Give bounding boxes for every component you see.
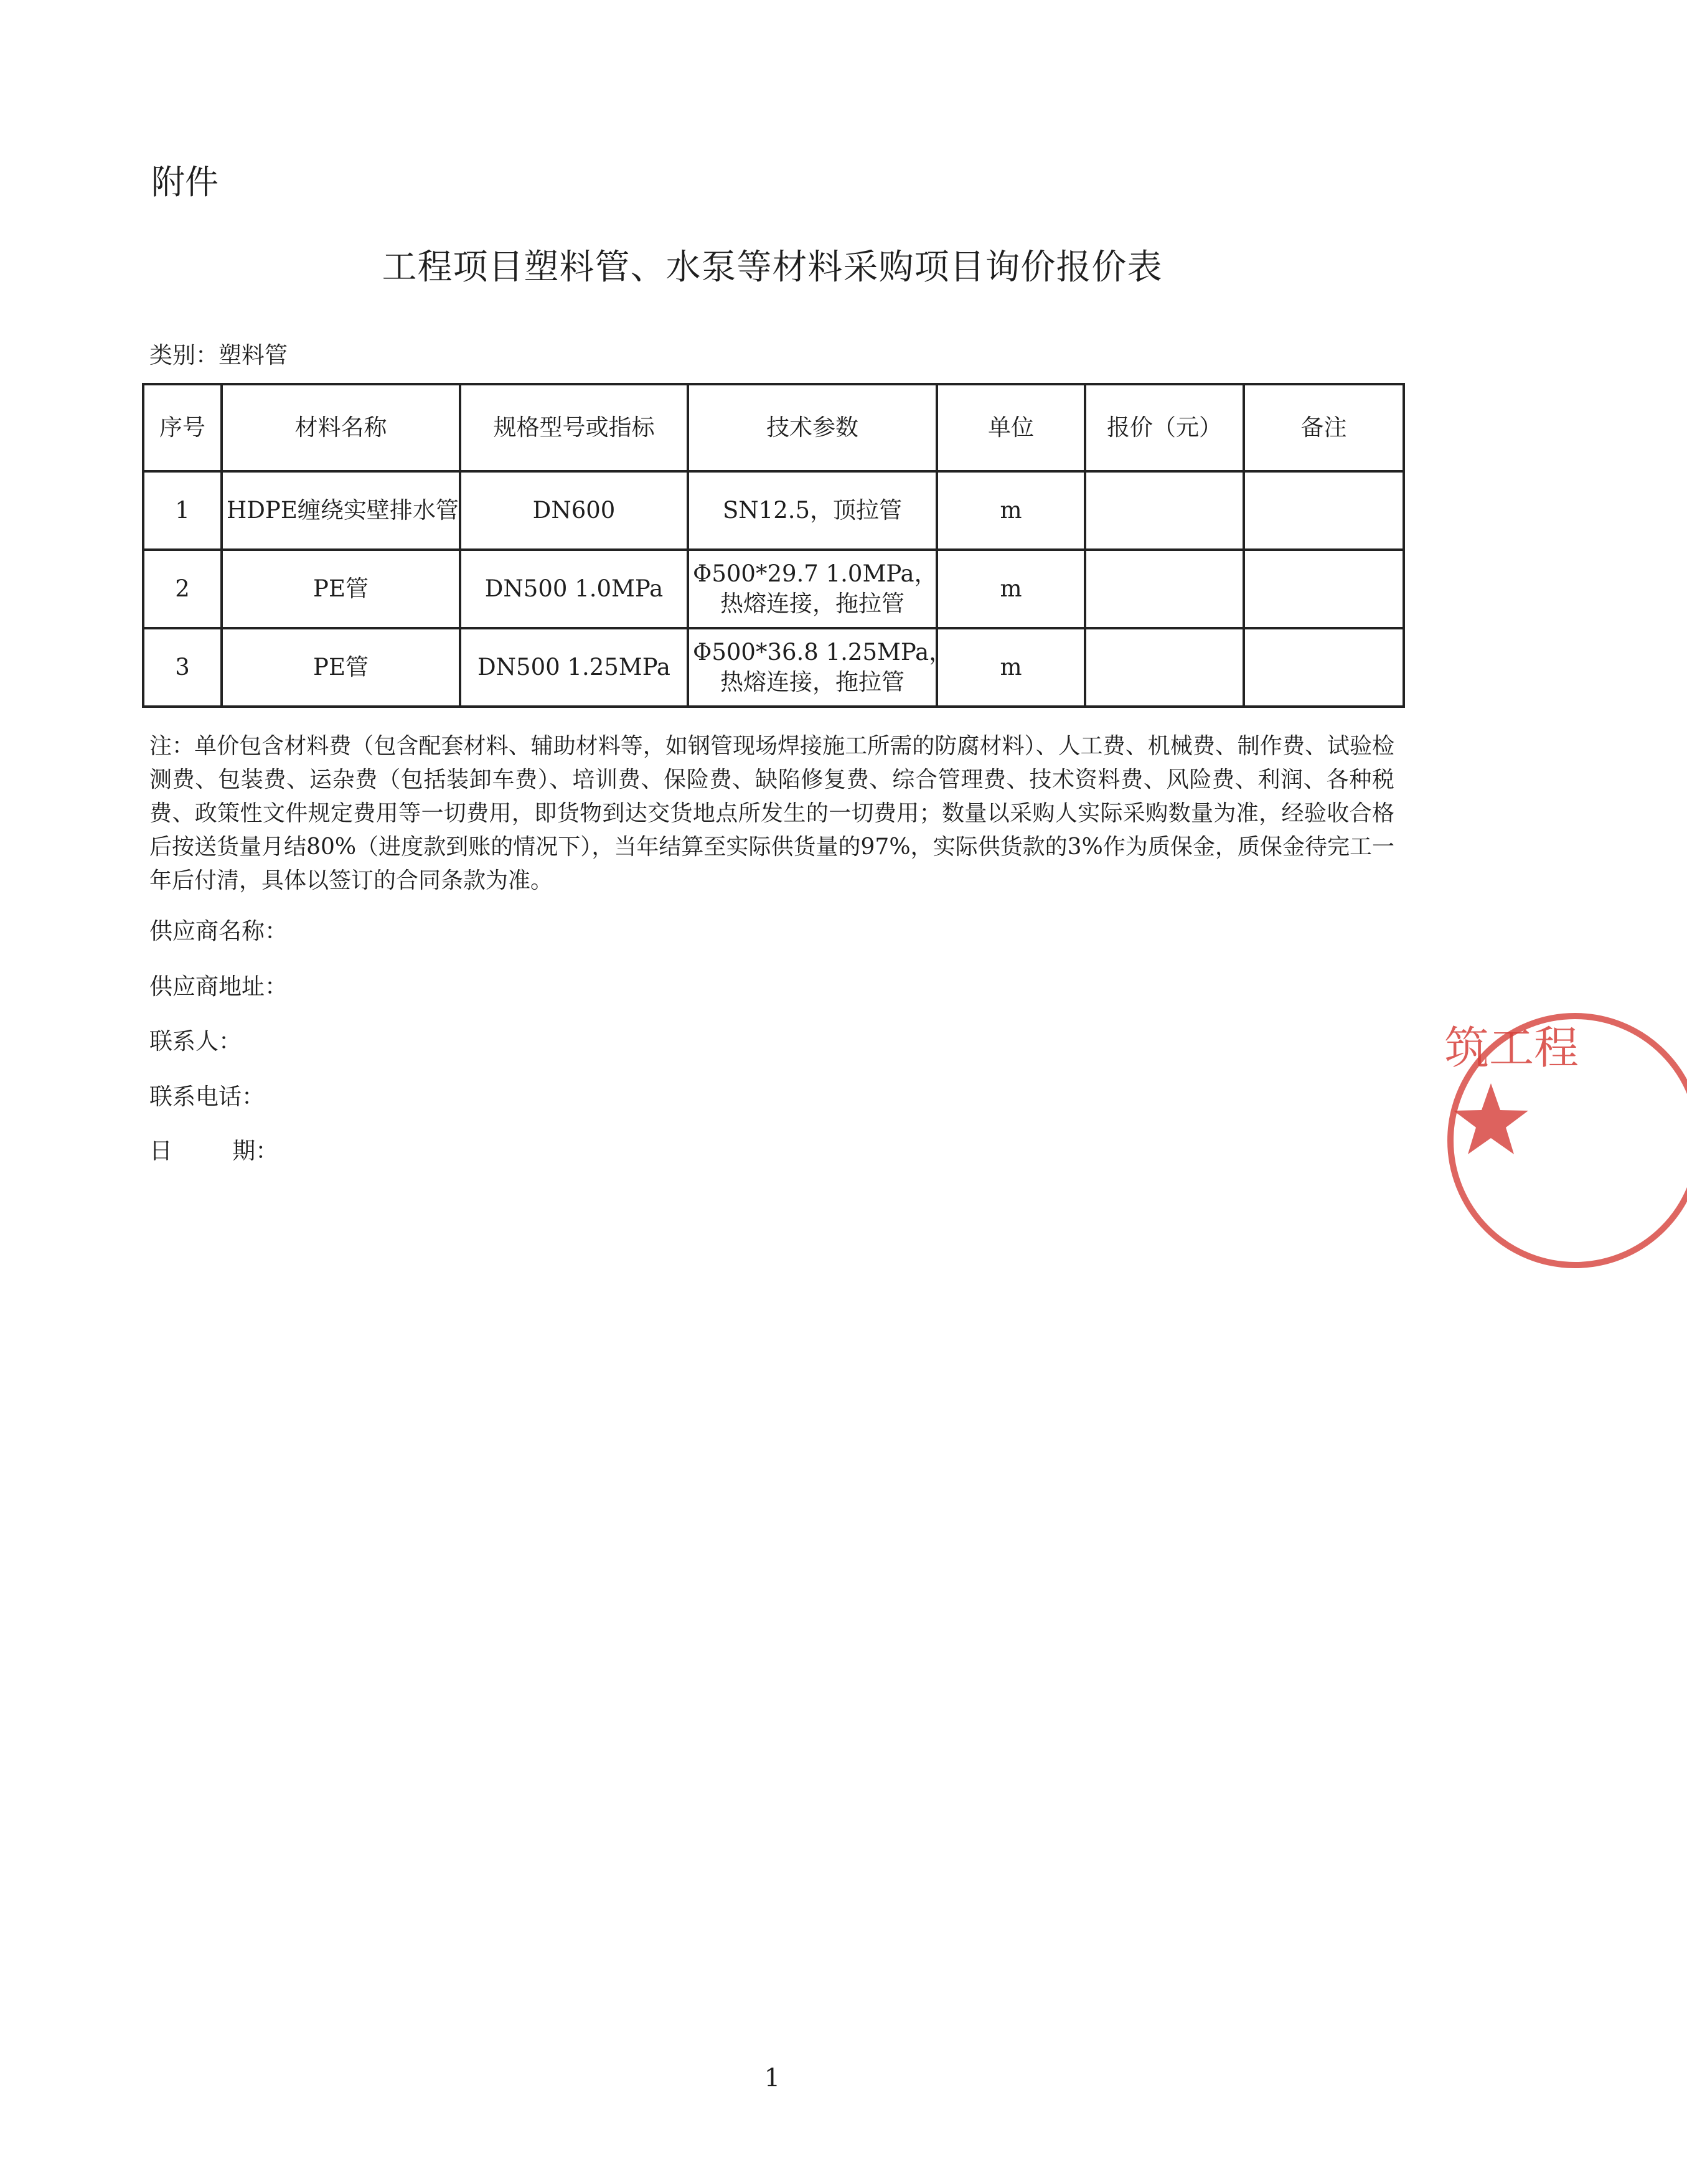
- page-number: 1: [764, 2064, 781, 2092]
- table-row: [143, 471, 1404, 550]
- cell-name: HDPE缠绕实壁排水管: [222, 471, 460, 550]
- cell-price: [1085, 471, 1244, 550]
- category-value: 塑料管: [219, 342, 288, 369]
- params-line: 热熔连接，拖拉管: [720, 590, 905, 617]
- attachment-label: 附件: [151, 162, 219, 202]
- column-header-spec: 规格型号或指标: [460, 384, 688, 471]
- column-header-remark: 备注: [1244, 384, 1404, 471]
- cell-spec: DN500 1.25MPa: [460, 628, 688, 707]
- cell-name: PE管: [222, 550, 460, 628]
- stamp-star-icon: [1454, 1083, 1528, 1154]
- cell-params: [688, 471, 937, 550]
- table-row: [143, 628, 1404, 707]
- cell-no: 1: [143, 471, 222, 550]
- cell-unit: m: [937, 628, 1085, 707]
- pricing-note: 注：单价包含材料费（包含配套材料、辅助材料等，如钢管现场焊接施工所需的防腐材料）、人工费、机械费、制作费、试验检测费、包装费、运杂费（包括装卸车费）、培训费、保险费、缺陷修复费、综合管理费、技术资料费、风险费、利润、各种税费、政策性文件规定费用等一切费用，即货物到达交货地点所发生的一切费用；数量以采购人实际采购数量为准，经验收合格后按送货量月结80%（进度款到账的情况下），当年结算至实际供货量的97%，实际供货款的3%作为质保金，质保金待完工一年后付清，具体以签订的合同条款为准。: [149, 733, 1394, 893]
- contact-person-field: 联系人：: [149, 1028, 242, 1055]
- cell-spec: DN600: [460, 471, 688, 550]
- supplier-name-field: 供应商名称：: [149, 918, 288, 944]
- cell-no: 3: [143, 628, 222, 707]
- document-title: 工程项目塑料管、水泵等材料采购项目询价报价表: [382, 247, 1163, 288]
- cell-params: [688, 628, 952, 707]
- params-line: Φ500*36.8 1.25MPa，: [693, 638, 952, 666]
- table-header-row: [143, 384, 1404, 471]
- company-stamp: [1426, 977, 1579, 1301]
- supplier-address-field: 供应商地址：: [149, 973, 288, 1000]
- contact-phone-field: 联系电话：: [149, 1083, 265, 1110]
- cell-remark: [1244, 628, 1404, 707]
- cell-remark: [1244, 471, 1404, 550]
- table-row: [143, 550, 1404, 628]
- column-header-name: 材料名称: [222, 384, 460, 471]
- quote-table: [142, 383, 1405, 708]
- column-header-unit: 单位: [937, 384, 1085, 471]
- params-line: Φ500*29.7 1.0MPa，: [693, 560, 937, 587]
- cell-unit: m: [937, 550, 1085, 628]
- params-line: SN12.5，顶拉管: [722, 496, 903, 524]
- cell-no: 2: [143, 550, 222, 628]
- date-label: 日期：: [149, 1137, 279, 1164]
- column-header-no: 序号: [143, 384, 222, 471]
- column-header-params: 技术参数: [688, 384, 937, 471]
- cell-name: PE管: [222, 628, 460, 707]
- cell-spec: DN500 1.0MPa: [460, 550, 688, 628]
- category-line: [149, 336, 288, 370]
- params-line: 热熔连接，拖拉管: [720, 669, 905, 695]
- cell-unit: m: [937, 471, 1085, 550]
- cell-params: [688, 550, 937, 628]
- cell-remark: [1244, 550, 1404, 628]
- column-header-price: 报价（元）: [1085, 384, 1244, 471]
- cell-price: [1085, 550, 1244, 628]
- date-field: [149, 1132, 278, 1165]
- stamp-text: 筑工程: [1444, 1022, 1579, 1074]
- category-label: 类别：: [149, 342, 219, 369]
- cell-price: [1085, 628, 1244, 707]
